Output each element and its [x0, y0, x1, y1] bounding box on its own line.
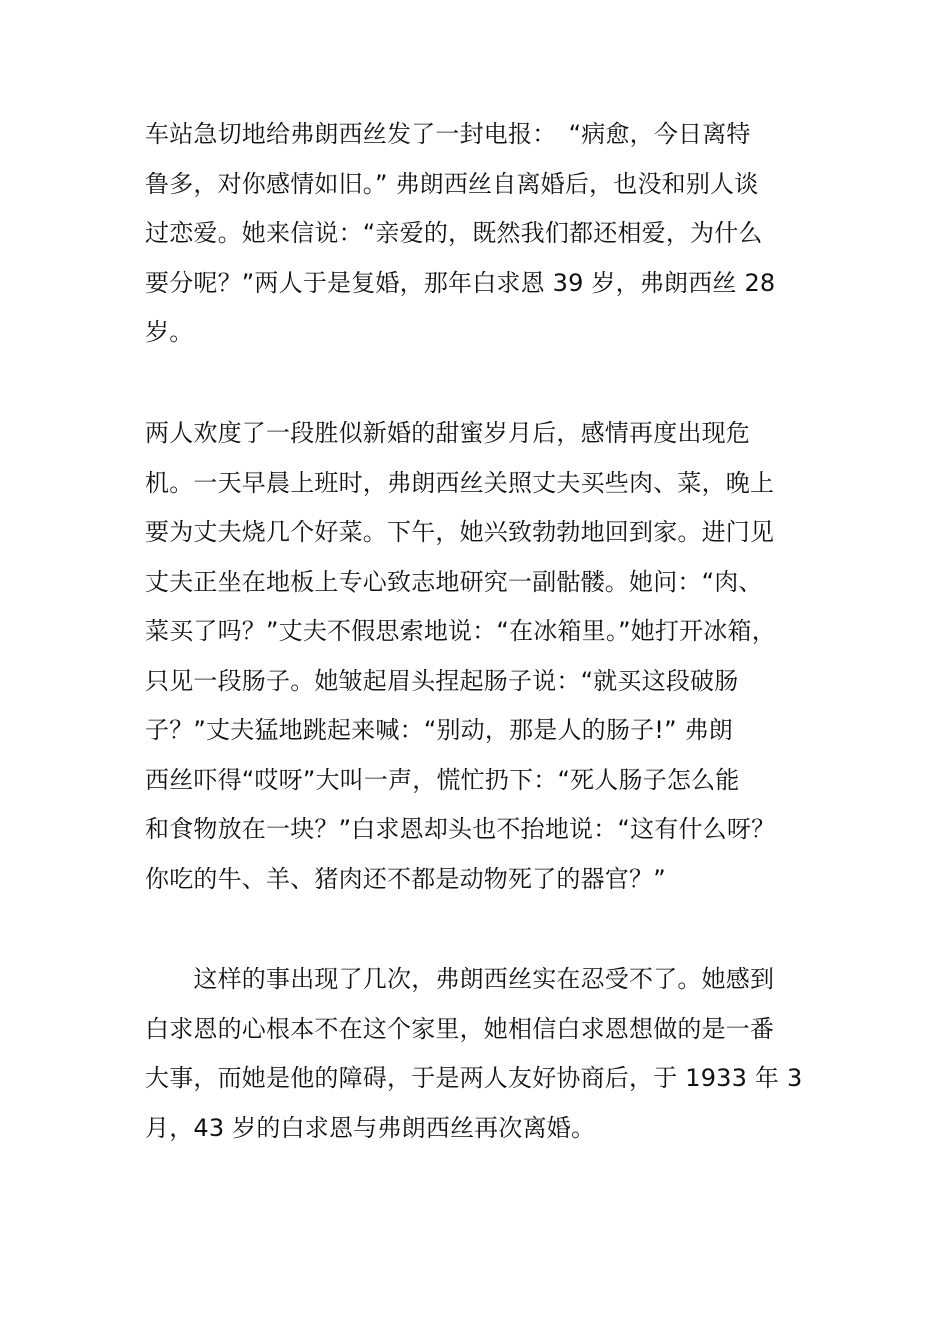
- text-line: 菜买了吗？”丈夫不假思索地说：“在冰箱里。”她打开冰箱，: [145, 617, 776, 645]
- paragraph-remarriage: [145, 110, 810, 358]
- text-line: 和食物放在一块？”白求恩却头也不抬地说：“这有什么呀？: [145, 815, 776, 843]
- text-line: 白求恩的心根本不在这个家里，她相信白求恩想做的是一番: [145, 1014, 775, 1043]
- text-line: 这样的事出现了几次，弗朗西丝实在忍受不了。她感到: [145, 965, 775, 993]
- text-line: 西丝吓得“哎呀”大叫一声，慌忙扔下：“死人肠子怎么能: [145, 765, 740, 794]
- text-line: 两人欢度了一段胜似新婚的甜蜜岁月后，感情再度出现危: [145, 419, 750, 447]
- text-line: 只见一段肠子。她皱起眉头捏起肠子说：“就买这段破肠: [145, 666, 739, 695]
- paragraph-divorce: [145, 955, 810, 1153]
- text-line: 丈夫正坐在地板上专心致志地研究一副骷髅。她问：“肉、: [145, 567, 763, 596]
- text-line: 子？”丈夫猛地跳起来喊：“别动，那是人的肠子!” 弗朗: [145, 716, 733, 744]
- text-line: 你吃的牛、羊、猪肉还不都是动物死了的器官？”: [145, 864, 666, 893]
- text-line: 月，43 岁的白求恩与弗朗西丝再次离婚。: [145, 1113, 596, 1142]
- text-line: 大事，而她是他的障碍，于是两人友好协商后，于 1933 年 3: [145, 1064, 803, 1092]
- text-line: 岁。: [145, 318, 194, 346]
- text-line: 过恋爱。她来信说：“亲爱的，既然我们都还相爱，为什么: [145, 219, 763, 247]
- text-line: 要为丈夫烧几个好菜。下午，她兴致勃勃地回到家。进门见: [145, 518, 775, 546]
- text-line: 机。一天早晨上班时，弗朗西丝关照丈夫买些肉、菜，晚上: [145, 468, 775, 497]
- text-line: 鲁多，对你感情如旧。” 弗朗西丝自离婚后，也没和别人谈: [145, 169, 759, 198]
- paragraph-crisis: [145, 409, 810, 904]
- text-line: 要分呢？”两人于是复婚，那年白求恩 39 岁，弗朗西丝 28: [145, 268, 776, 297]
- text-line: 车站急切地给弗朗西丝发了一封电报： “病愈，今日离特: [145, 120, 751, 148]
